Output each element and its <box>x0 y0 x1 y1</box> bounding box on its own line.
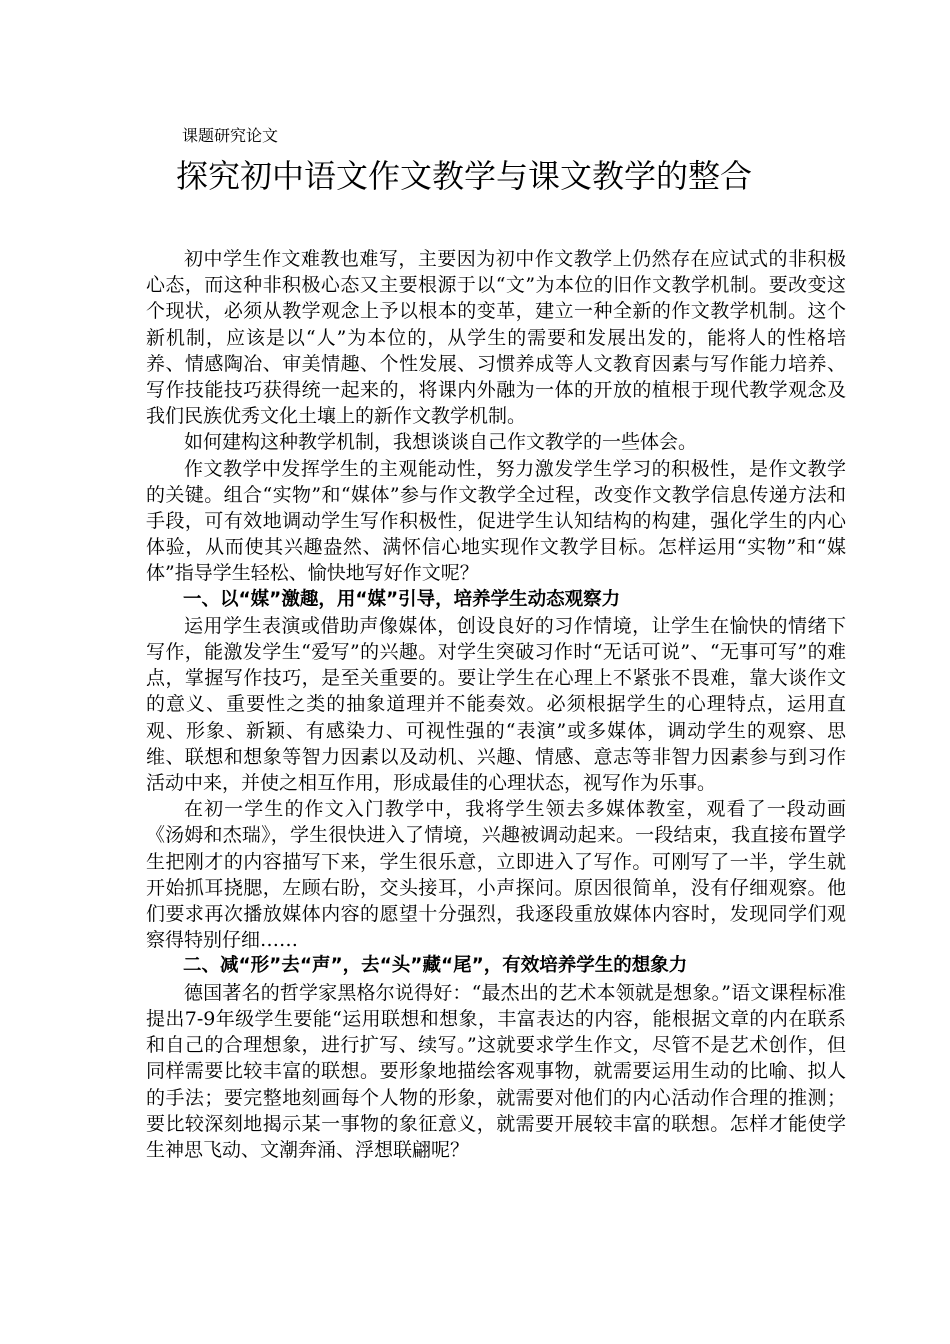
paragraph-construction: 如何建构这种教学机制，我想谈谈自己作文教学的一些体会。 <box>184 431 698 454</box>
paragraph-initiative: 作文教学中发挥学生的主观能动性，努力激发学生学习的积极性，是作文教学的关键。组合“实物”和“媒体”参与作文教学全过程，改变作文教学信息传递方法和手段，可有效地调动学生写作积极性，促进学生认知结构的构建，强化学生的内心体验，从而使其兴趣盎然、满怀信心地实现作文教学目标。怎样运用“实物”和“媒体”指导学生轻松、愉快地写好作文呢？ <box>146 457 846 585</box>
document-category-label: 课题研究论文 <box>182 126 279 145</box>
section-heading-1: 一、以“媒”激趣，用“媒”引导，培养学生动态观察力 <box>183 588 621 610</box>
paragraph-media-performance: 运用学生表演或借助声像媒体，创设良好的习作情境，让学生在愉快的情绪下写作，能激发学生“爱写”的兴趣。对学生突破习作时“无话可说”、“无事可写”的难点，掌握写作技巧，是至关重要的。要让学生在心理上不紧张不畏难，靠大谈作文的意义、重要性之类的抽象道理并不能奏效。必须根据学生的心理特点，运用直观、形象、新颖、有感染力、可视性强的“表演”或多媒体，调动学生的观察、思维、联想和想象等智力因素以及动机、兴趣、情感、意志等非智力因素参与到习作活动中来，并使之相互作用，形成最佳的心理状态，视写作为乐事。 <box>146 614 846 795</box>
section-heading-2: 二、减“形”去“声”，去“头”藏“尾”，有效培养学生的想象力 <box>183 955 688 977</box>
document-body <box>146 246 846 1163</box>
paragraph-tom-and-jerry: 在初一学生的作文入门教学中，我将学生领去多媒体教室，观看了一段动画《汤姆和杰瑞》，学生很快进入了情境，兴趣被调动起来。一段结束，我直接布置学生把刚才的内容描写下来，学生很乐意，立即进入了写作。可刚写了一半，学生就开始抓耳挠腮，左顾右盼，交头接耳，小声探问。原因很简单，没有仔细观察。他们要求再次播放媒体内容的愿望十分强烈，我逐段重放媒体内容时，发现同学们观察得特别仔细…… <box>146 798 846 952</box>
paragraph-imagination: 德国著名的哲学家黑格尔说得好：“最杰出的艺术本领就是想象。”语文课程标准提出7-9年级学生要能“运用联想和想象，丰富表达的内容，能根据文章的内在联系和自己的合理想象，进行扩写、续写。”这就要求学生作文，尽管不是艺术创作，但同样需要比较丰富的联想。要形象地描绘客观事物，就需要运用生动的比喻、拟人的手法；要完整地刻画每个人物的形象，就需要对他们的内心活动作合理的推测；要比较深刻地揭示某一事物的象征意义，就需要开展较丰富的联想。怎样才能使学生神思飞动、文潮奔涌、浮想联翩呢？ <box>146 981 846 1161</box>
document-title: 探究初中语文作文教学与课文教学的整合 <box>176 157 753 195</box>
paragraph-intro: 初中学生作文难教也难写，主要因为初中作文教学上仍然存在应试式的非积极心态，而这种非积极心态又主要根源于以“文”为本位的旧作文教学机制。要改变这个现状，必须从教学观念上予以根本的变革，建立一种全新的作文教学机制。这个新机制，应该是以“人”为本位的，从学生的需要和发展出发的，能将人的性格培养、情感陶冶、审美情趣、个性发展、习惯养成等人文教育因素与写作能力培养、写作技能技巧获得统一起来的，将课内外融为一体的开放的植根于现代教学观念及我们民族优秀文化土壤上的新作文教学机制。 <box>146 248 846 428</box>
